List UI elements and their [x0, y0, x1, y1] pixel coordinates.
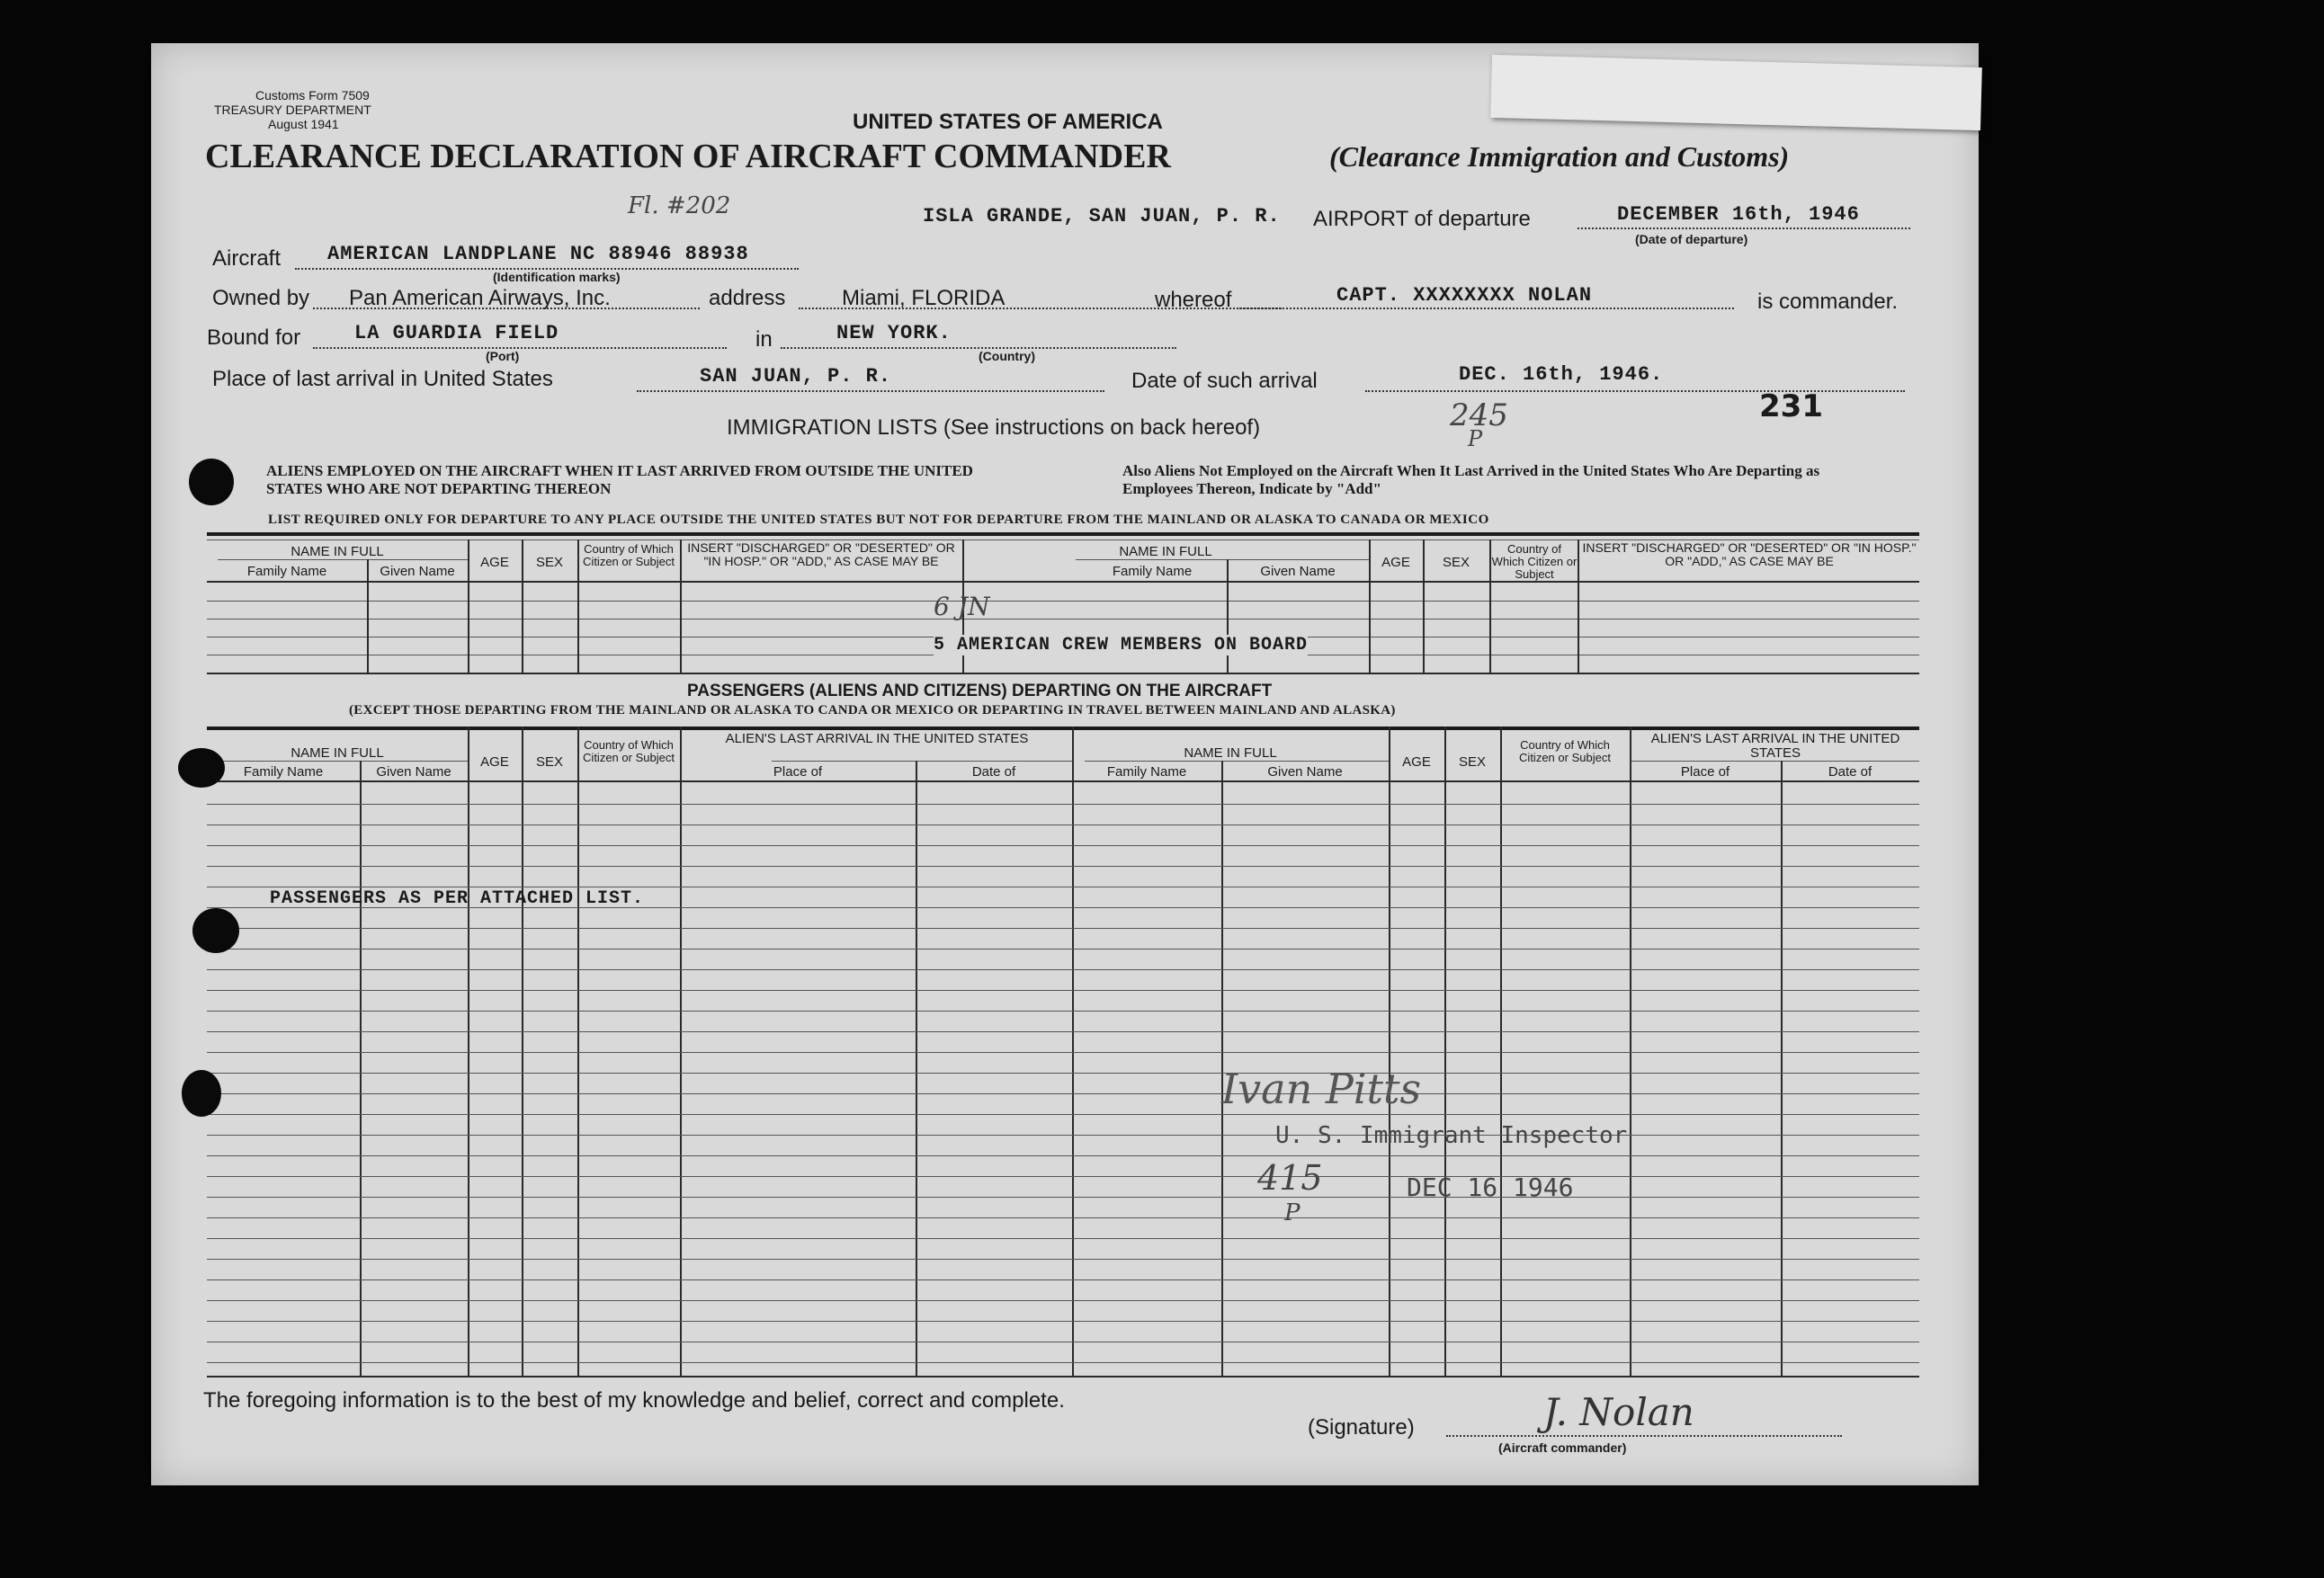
flight-note: Fl. #202	[628, 192, 731, 219]
table-row-rule	[207, 1155, 1919, 1156]
document-page	[151, 43, 1979, 1485]
crew-hand-note: 6 JN	[934, 592, 990, 621]
punch-hole	[178, 748, 225, 788]
crew-name-header: NAME IN FULL	[290, 544, 384, 559]
passenger-family-header: Family Name	[243, 764, 324, 780]
punch-hole	[189, 459, 234, 505]
passenger-date-header: Date of	[971, 764, 1016, 780]
hand-count-top-sub: P	[1468, 426, 1483, 451]
signature-label: (Signature)	[1308, 1415, 1415, 1440]
passenger-family-header-2: Family Name	[1106, 764, 1187, 780]
country-value: NEW YORK.	[836, 322, 952, 344]
last-arrival-value: SAN JUAN, P. R.	[700, 365, 892, 388]
punch-hole	[182, 1070, 221, 1117]
address-value: Miami, FLORIDA	[842, 286, 1006, 310]
aircraft-commander-caption: (Aircraft commander)	[1498, 1440, 1627, 1455]
table-row-rule	[207, 1259, 1919, 1260]
port-caption: (Port)	[486, 349, 520, 363]
country-heading: UNITED STATES OF AMERICA	[853, 110, 1163, 134]
form-department: TREASURY DEPARTMENT	[214, 103, 371, 117]
passenger-table-bottom	[207, 1376, 1919, 1377]
passenger-given-header: Given Name	[376, 764, 451, 780]
inspector-signature: Ivan Pitts	[1221, 1065, 1422, 1113]
hand-count-bottom: 415	[1257, 1158, 1323, 1198]
table-row-rule	[207, 1362, 1919, 1363]
aircraft-label: Aircraft	[212, 246, 282, 271]
crew-note: 5 AMERICAN CREW MEMBERS ON BOARD	[934, 635, 1309, 655]
passenger-table-top	[207, 727, 1919, 730]
table-row-rule	[207, 845, 1919, 846]
crew-country-header: Country of Which Citizen or Subject	[583, 542, 675, 568]
inspector-stamp: U. S. Immigrant Inspector	[1275, 1122, 1628, 1149]
crew-age-header: AGE	[480, 555, 509, 570]
passenger-sex-header: SEX	[535, 754, 563, 770]
table-row-rule	[207, 1011, 1919, 1012]
table-row-rule	[207, 1031, 1919, 1032]
aircraft-caption: (Identification marks)	[493, 270, 621, 284]
bound-value: LA GUARDIA FIELD	[354, 322, 559, 344]
form-number: Customs Form 7509	[255, 88, 370, 103]
airport-value: ISLA GRANDE, SAN JUAN, P. R.	[923, 205, 1281, 227]
airport-label: AIRPORT of departure	[1313, 207, 1531, 231]
table-row-rule	[207, 1093, 1919, 1094]
commander-suffix: is commander.	[1757, 290, 1899, 314]
crew-age-header-2: AGE	[1381, 555, 1410, 570]
table-row-rule	[207, 1073, 1919, 1074]
passenger-sex-header-2: SEX	[1458, 754, 1486, 770]
passengers-note: PASSENGERS AS PER ATTACHED LIST.	[270, 888, 645, 909]
passengers-heading: PASSENGERS (ALIENS AND CITIZENS) DEPARTING ON THE AIRCRAFT	[687, 682, 1273, 700]
table-row-rule	[207, 1135, 1919, 1136]
arrival-date-line	[1365, 390, 1905, 392]
table-row-rule	[207, 804, 1919, 805]
passenger-last-arrival-header: ALIEN'S LAST ARRIVAL IN THE UNITED STATES	[725, 731, 1029, 746]
crew-table-bottom	[207, 673, 1919, 674]
table-row-rule	[207, 990, 1919, 991]
aliens-employed-note: ALIENS EMPLOYED ON THE AIRCRAFT WHEN IT LAST ARRIVED FROM OUTSIDE THE UNITED STATES WHO ARE NOT DEPARTING THEREON	[266, 462, 973, 497]
crew-family-header: Family Name	[246, 564, 327, 579]
table-row-rule	[207, 1197, 1919, 1198]
passenger-country-header-2: Country of Which Citizen or Subject	[1519, 738, 1611, 764]
passenger-last-arrival-header-2: ALIEN'S LAST ARRIVAL IN THE UNITED STATES	[1650, 731, 1900, 761]
bound-line	[313, 347, 727, 349]
form-number-stamp: 231	[1759, 388, 1823, 424]
torn-corner	[1490, 55, 1982, 130]
passenger-place-header-2: Place of	[1680, 764, 1730, 780]
passengers-subheading: (EXCEPT THOSE DEPARTING FROM THE MAINLAND OR ALASKA TO CANDA OR MEXICO OR DEPARTING IN TRAVEL BETWEEN MAINLAND AND ALASKA)	[349, 703, 1396, 718]
last-arrival-line	[637, 390, 1104, 392]
commander-line	[1239, 308, 1734, 309]
foregoing-statement: The foregoing information is to the best of my knowledge and belief, correct and complete.	[203, 1388, 1065, 1413]
in-label: in	[755, 327, 773, 352]
table-row-rule	[207, 1321, 1919, 1322]
hand-count-top: 245	[1450, 397, 1508, 433]
table-row-rule	[207, 1300, 1919, 1301]
owned-label: Owned by	[212, 286, 310, 310]
crew-insert-header: INSERT "DISCHARGED" OR "DESERTED" OR "IN HOSP." OR "ADD," AS CASE MAY BE	[687, 540, 955, 568]
form-date: August 1941	[268, 117, 339, 131]
hand-count-bottom-sub: P	[1284, 1199, 1301, 1226]
crew-given-header-2: Given Name	[1260, 564, 1336, 579]
crew-given-header: Given Name	[380, 564, 455, 579]
punch-hole	[192, 908, 239, 953]
table-row-rule	[207, 1176, 1919, 1177]
whereof-label: whereof	[1155, 288, 1232, 312]
passenger-name-header-2: NAME IN FULL	[1184, 745, 1277, 761]
table-row-rule	[207, 1238, 1919, 1239]
table-row-rule	[207, 1114, 1919, 1115]
address-label: address	[709, 286, 786, 310]
passenger-place-header: Place of	[773, 764, 823, 780]
table-row-rule	[207, 866, 1919, 867]
table-row-rule	[207, 1279, 1919, 1280]
crew-name-header-2: NAME IN FULL	[1119, 544, 1212, 559]
commander-value: CAPT. XXXXXXXX NOLAN	[1336, 284, 1593, 307]
departure-date-value: DECEMBER 16th, 1946	[1617, 203, 1860, 226]
form-title-paren: (Clearance Immigration and Customs)	[1329, 140, 1790, 173]
passenger-given-header-2: Given Name	[1267, 764, 1343, 780]
departure-date-caption: (Date of departure)	[1635, 232, 1748, 246]
crew-family-header-2: Family Name	[1112, 564, 1193, 579]
last-arrival-label: Place of last arrival in United States	[212, 367, 553, 391]
passenger-date-header-2: Date of	[1828, 764, 1873, 780]
signature-line	[1446, 1435, 1842, 1437]
passenger-name-header: NAME IN FULL	[290, 745, 384, 761]
arrival-date-value: DEC. 16th, 1946.	[1459, 363, 1664, 386]
table-row-rule	[207, 1052, 1919, 1053]
date-stamp: DEC 16 1946	[1407, 1172, 1574, 1202]
commander-signature: J. Nolan	[1543, 1390, 1694, 1434]
form-title: CLEARANCE DECLARATION OF AIRCRAFT COMMANDER	[205, 138, 1171, 175]
table-row-rule	[207, 928, 1919, 929]
crew-insert-header-2: INSERT "DISCHARGED" OR "DESERTED" OR "IN HOSP." OR "ADD," AS CASE MAY BE	[1582, 540, 1917, 568]
crew-sex-header: SEX	[535, 555, 563, 570]
table-row-rule	[207, 1217, 1919, 1218]
bound-label: Bound for	[207, 325, 301, 350]
immigration-lists-heading: IMMIGRATION LISTS (See instructions on back hereof)	[727, 415, 1261, 440]
passenger-age-header-2: AGE	[1402, 754, 1431, 770]
aircraft-value: AMERICAN LANDPLANE NC 88946 88938	[327, 243, 749, 265]
list-required-note: LIST REQUIRED ONLY FOR DEPARTURE TO ANY PLACE OUTSIDE THE UNITED STATES BUT NOT FOR DEPARTURE FROM THE MAINLAND OR ALASKA TO CANADA OR MEXICO	[268, 513, 1489, 527]
country-caption: (Country)	[979, 349, 1035, 363]
passenger-country-header: Country of Which Citizen or Subject	[583, 738, 675, 764]
table-row-rule	[207, 969, 1919, 970]
crew-sex-header-2: SEX	[1442, 555, 1470, 570]
aliens-not-employed-note: Also Aliens Not Employed on the Aircraft When It Last Arrived in the United States Who Are Departing as Employees Thereon, Indicate by "Add"	[1122, 462, 1820, 497]
crew-table-top	[207, 532, 1919, 536]
crew-country-header-2: Country of Which Citizen or Subject	[1491, 542, 1578, 581]
owned-value: Pan American Airways, Inc.	[349, 286, 611, 310]
arrival-date-label: Date of such arrival	[1131, 369, 1318, 393]
passenger-age-header: AGE	[480, 754, 509, 770]
departure-date-line	[1578, 227, 1910, 229]
